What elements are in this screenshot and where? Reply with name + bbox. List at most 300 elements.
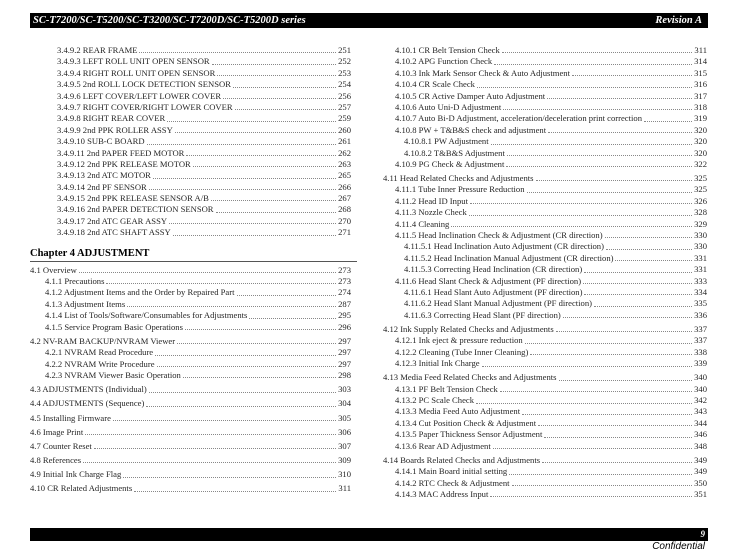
- dot-leader: [127, 306, 336, 307]
- toc-entry-title: 4.10.5 CR Active Damper Auto Adjustment: [395, 90, 546, 101]
- toc-entry[interactable]: [30, 204, 351, 215]
- toc-entry-page: 271: [338, 227, 351, 238]
- dot-leader: [169, 223, 336, 224]
- toc-entry-page: 331: [694, 252, 707, 263]
- dot-leader: [157, 366, 337, 367]
- toc-entry-title: 4.13.3 Media Feed Auto Adjustment: [395, 406, 521, 417]
- toc-entry-page: 311: [338, 483, 351, 494]
- toc-entry-page: 297: [338, 358, 351, 369]
- toc-entry[interactable]: [30, 56, 351, 67]
- toc-entry-title: 4.1.3 Adjustment Items: [45, 298, 126, 309]
- dot-leader: [113, 420, 336, 421]
- toc-entry[interactable]: [383, 407, 707, 418]
- toc-entry-title: 3.4.9.17 2nd ATC GEAR ASSY: [57, 215, 168, 226]
- toc-entry[interactable]: [383, 241, 707, 252]
- dot-leader: [235, 109, 336, 110]
- toc-entry-page: 340: [694, 372, 707, 383]
- toc-entry[interactable]: [30, 483, 351, 494]
- toc-entry-page: 315: [694, 67, 707, 78]
- confidential-label: Confidential: [652, 541, 705, 552]
- toc-entry-page: 330: [694, 241, 707, 252]
- dot-leader: [522, 414, 692, 415]
- toc-entry[interactable]: [383, 159, 707, 170]
- dot-leader: [482, 366, 693, 367]
- toc-entry-page: 349: [694, 454, 707, 465]
- toc-entry-page: 253: [338, 67, 351, 78]
- toc-entry-page: 339: [694, 358, 707, 369]
- toc-entry-title: 3.4.9.9 2nd PPK ROLLER ASSY: [57, 124, 173, 135]
- dot-leader: [173, 235, 336, 236]
- toc-entry-page: 261: [338, 136, 351, 147]
- toc-entry-title: 4.14 Boards Related Checks and Adjustments: [383, 454, 541, 465]
- toc-entry[interactable]: [383, 466, 707, 477]
- dot-leader: [139, 52, 336, 53]
- dot-leader: [547, 98, 692, 99]
- toc-entry-page: 260: [338, 124, 351, 135]
- dot-leader: [500, 391, 692, 392]
- toc-entry-page: 337: [694, 323, 707, 334]
- dot-leader: [85, 434, 336, 435]
- dot-leader: [494, 64, 692, 65]
- toc-entry-page: 322: [694, 158, 707, 169]
- toc-entry-page: 265: [338, 170, 351, 181]
- toc-entry[interactable]: [30, 216, 351, 227]
- page-header: [30, 13, 708, 28]
- toc-entry[interactable]: [30, 398, 351, 409]
- toc-entry-title: 4.10.6 Auto Uni-D Adjustment: [395, 101, 502, 112]
- dot-leader: [183, 377, 336, 378]
- toc-entry-page: 319: [694, 113, 707, 124]
- dot-leader: [542, 462, 692, 463]
- toc-entry-title: 4.11.4 Cleaning: [395, 218, 450, 229]
- toc-entry-page: 266: [338, 181, 351, 192]
- dot-leader: [506, 166, 692, 167]
- toc-entry-page: 252: [338, 56, 351, 67]
- toc-entry-page: 270: [338, 215, 351, 226]
- dot-leader: [149, 189, 336, 190]
- toc-entry[interactable]: [383, 372, 707, 383]
- toc-entry-title: 4.11.5 Head Inclination Check & Adjustment (CR direction): [395, 230, 603, 241]
- toc-entry[interactable]: [30, 384, 351, 395]
- toc-entry-page: 338: [694, 346, 707, 357]
- toc-entry-page: 262: [338, 147, 351, 158]
- dot-leader: [167, 121, 336, 122]
- dot-leader: [493, 448, 692, 449]
- toc-entry-title: 4.1.4 List of Tools/Software/Consumables for Adjustments: [45, 310, 248, 321]
- toc-entry-title: 4.7 Counter Reset: [30, 440, 92, 451]
- dot-leader: [606, 249, 692, 250]
- toc-entry-page: 263: [338, 158, 351, 169]
- dot-leader: [470, 203, 692, 204]
- dot-leader: [584, 272, 692, 273]
- toc-entry-title: 4.13 Media Feed Related Checks and Adjustments: [383, 372, 557, 383]
- toc-entry-page: 334: [694, 286, 707, 297]
- toc-entry[interactable]: [383, 489, 707, 500]
- toc-entry[interactable]: [30, 68, 351, 79]
- toc-entry[interactable]: [383, 335, 707, 346]
- toc-entry-title: 4.5 Installing Firmware: [30, 412, 111, 423]
- toc-entry[interactable]: [30, 469, 351, 480]
- dot-leader: [530, 354, 692, 355]
- dot-leader: [451, 226, 692, 227]
- dot-leader: [83, 462, 336, 463]
- dot-leader: [233, 87, 336, 88]
- dot-leader: [605, 237, 693, 238]
- toc-entry-title: 4.12.1 Ink eject & pressure reduction: [395, 335, 523, 346]
- page-number: 9: [700, 529, 705, 539]
- toc-entry-title: 3.4.9.13 2nd ATC MOTOR: [57, 170, 151, 181]
- page-footer: [30, 528, 708, 541]
- toc-entry-title: 4.1.5 Service Program Basic Operations: [45, 321, 183, 332]
- toc-entry-title: 4.11.3 Nozzle Check: [395, 207, 467, 218]
- toc-entry[interactable]: [383, 91, 707, 102]
- dot-leader: [490, 496, 692, 497]
- toc-entry-title: 3.4.9.5 2nd ROLL LOCK DETECTION SENSOR: [57, 79, 231, 90]
- dot-leader: [572, 75, 692, 76]
- toc-entry-title: 4.11.2 Head ID Input: [395, 195, 468, 206]
- dot-leader: [583, 283, 692, 284]
- dot-leader: [217, 75, 336, 76]
- toc-entry-title: 4.10.3 Ink Mark Sensor Check & Auto Adjustment: [395, 67, 570, 78]
- chapter-heading: Chapter 4 ADJUSTMENT: [30, 247, 357, 262]
- toc-entry[interactable]: [383, 455, 707, 466]
- toc-entry[interactable]: [383, 173, 707, 184]
- toc-entry-page: 268: [338, 204, 351, 215]
- toc-entry-page: 346: [694, 429, 707, 440]
- dot-leader: [147, 144, 336, 145]
- dot-leader: [134, 491, 336, 492]
- toc-entry-title: 3.4.9.14 2nd PF SENSOR: [57, 181, 147, 192]
- toc-entry[interactable]: [383, 219, 707, 230]
- toc-entry-title: 4.3 ADJUSTMENTS (Individual): [30, 384, 147, 395]
- dot-leader: [584, 294, 692, 295]
- toc-entry-title: 4.11 Head Related Checks and Adjustments: [383, 173, 534, 184]
- toc-entry-title: 4.8 References: [30, 455, 82, 466]
- toc-entry-title: 3.4.9.16 2nd PAPER DETECTION SENSOR: [57, 204, 214, 215]
- toc-entry[interactable]: [30, 359, 351, 370]
- toc-entry-page: 307: [338, 440, 351, 451]
- toc-entry-page: 348: [694, 440, 707, 451]
- toc-entries: [383, 45, 707, 500]
- toc-entry-title: 4.1.1 Precautions: [45, 276, 105, 287]
- toc-entry-page: 351: [694, 489, 707, 500]
- dot-leader: [186, 155, 336, 156]
- dot-leader: [548, 132, 692, 133]
- header-revision: Revision A: [655, 15, 702, 26]
- toc-entry[interactable]: [30, 45, 351, 56]
- toc-entry-page: 318: [694, 101, 707, 112]
- toc-entry-page: 328: [694, 207, 707, 218]
- toc-entry[interactable]: [383, 395, 707, 406]
- toc-entry-page: 331: [694, 264, 707, 275]
- dot-leader: [177, 343, 336, 344]
- toc-entry-title: 4.11.5.1 Head Inclination Auto Adjustment (CR direction): [404, 241, 604, 252]
- toc-entry-page: 274: [338, 287, 351, 298]
- dot-leader: [563, 317, 692, 318]
- dot-leader: [476, 403, 692, 404]
- dot-leader: [193, 166, 336, 167]
- toc-entry[interactable]: [383, 253, 707, 264]
- dot-leader: [594, 306, 692, 307]
- toc-entry-title: 3.4.9.15 2nd PPK RELEASE SENSOR A/B: [57, 193, 209, 204]
- toc-entry-title: 3.4.9.18 2nd ATC SHAFT ASSY: [57, 227, 171, 238]
- toc-entry-title: 3.4.9.8 RIGHT REAR COVER: [57, 113, 166, 124]
- toc-entry-page: 317: [694, 90, 707, 101]
- toc-entry-page: 333: [694, 275, 707, 286]
- toc-entry[interactable]: [383, 68, 707, 79]
- toc-entry[interactable]: [383, 102, 707, 113]
- toc-entry-page: 330: [694, 230, 707, 241]
- toc-entry-page: 343: [694, 406, 707, 417]
- toc-entry-title: 4.2 NV-RAM BACKUP/NVRAM Viewer: [30, 335, 176, 346]
- toc-entry-page: 287: [338, 298, 351, 309]
- dot-leader: [507, 155, 692, 156]
- toc-entry-title: 4.1.2 Adjustment Items and the Order by Repaired Part: [45, 287, 235, 298]
- header-title: SC-T7200/SC-T5200/SC-T3200/SC-T7200D/SC-T5200D series: [33, 15, 306, 26]
- toc-entry-title: 4.4 ADJUSTMENTS (Sequence): [30, 398, 145, 409]
- dot-leader: [223, 98, 336, 99]
- toc-entry[interactable]: [30, 102, 351, 113]
- dot-leader: [527, 192, 693, 193]
- toc-entry-title: 4.1 Overview: [30, 264, 77, 275]
- toc-entry-title: 4.11.1 Tube Inner Pressure Reduction: [395, 184, 525, 195]
- toc-entry-page: 320: [694, 147, 707, 158]
- toc-entry-title: 4.14.1 Main Board initial setting: [395, 466, 508, 477]
- toc-entry[interactable]: [30, 370, 351, 381]
- toc-entry[interactable]: [383, 478, 707, 489]
- dot-leader: [559, 380, 693, 381]
- toc-entry-page: 326: [694, 195, 707, 206]
- dot-leader: [538, 425, 692, 426]
- toc-entry[interactable]: [30, 136, 351, 147]
- toc-entry[interactable]: [383, 276, 707, 287]
- toc-entry-page: 325: [694, 184, 707, 195]
- toc-entry-title: 4.11.6.3 Correcting Head Slant (PF direction): [404, 309, 561, 320]
- toc-entry[interactable]: [30, 182, 351, 193]
- toc-entry-page: 325: [694, 173, 707, 184]
- toc-entry[interactable]: [383, 429, 707, 440]
- toc-entry-title: 4.11.6.2 Head Slant Manual Adjustment (PF direction): [404, 298, 593, 309]
- toc-entry-page: 273: [338, 264, 351, 275]
- toc-entry-title: 3.4.9.6 LEFT COVER/LEFT LOWER COVER: [57, 90, 222, 101]
- toc-entry-title: 4.13.4 Cut Position Check & Adjustment: [395, 417, 537, 428]
- toc-entry-title: 4.10.4 CR Scale Check: [395, 79, 475, 90]
- toc-entry[interactable]: [383, 287, 707, 298]
- toc-entry-page: 256: [338, 90, 351, 101]
- toc-entry-page: 297: [338, 335, 351, 346]
- toc-entry[interactable]: [383, 384, 707, 395]
- toc-entry[interactable]: [383, 441, 707, 452]
- toc-left-column: [30, 45, 351, 495]
- toc-entry[interactable]: [383, 79, 707, 90]
- toc-entry-title: 4.10 CR Related Adjustments: [30, 483, 133, 494]
- toc-entry-title: 4.10.8.1 PW Adjustment: [404, 136, 489, 147]
- toc-entry[interactable]: [383, 56, 707, 67]
- toc-entry-page: 303: [338, 384, 351, 395]
- toc-entry[interactable]: [30, 265, 351, 276]
- toc-entry-title: 4.10.8 PW + T&B&S check and adjustment: [395, 124, 547, 135]
- dot-leader: [469, 215, 692, 216]
- toc-entry[interactable]: [383, 184, 707, 195]
- dot-leader: [211, 200, 336, 201]
- toc-entry[interactable]: [383, 298, 707, 309]
- toc-entry-title: 4.10.8.2 T&B&S Adjustment: [404, 147, 505, 158]
- dot-leader: [477, 87, 692, 88]
- toc-entry[interactable]: [30, 113, 351, 124]
- toc-entry-page: 304: [338, 398, 351, 409]
- toc-entry-page: 257: [338, 101, 351, 112]
- toc-entry[interactable]: [30, 287, 351, 298]
- dot-leader: [175, 132, 336, 133]
- dot-leader: [212, 64, 336, 65]
- dot-leader: [512, 485, 693, 486]
- toc-entry-title: 4.10.2 APG Function Check: [395, 56, 493, 67]
- toc-entry-page: 306: [338, 426, 351, 437]
- toc-entry-title: 4.14.3 MAC Address Input: [395, 489, 489, 500]
- toc-entry-page: 295: [338, 310, 351, 321]
- toc-entry-title: 4.11.6.1 Head Slant Auto Adjustment (PF direction): [404, 286, 583, 297]
- toc-entry-page: 350: [694, 477, 707, 488]
- dot-leader: [146, 406, 336, 407]
- toc-entry[interactable]: [383, 45, 707, 56]
- toc-right-column: [383, 45, 707, 500]
- toc-entry-page: 311: [694, 44, 707, 55]
- toc-entry[interactable]: [383, 125, 707, 136]
- toc-entry[interactable]: [383, 113, 707, 124]
- toc-entry[interactable]: [30, 310, 351, 321]
- dot-leader: [536, 180, 693, 181]
- toc-entry-page: 329: [694, 218, 707, 229]
- toc-entry[interactable]: [30, 347, 351, 358]
- toc-entry[interactable]: [383, 358, 707, 369]
- toc-entry[interactable]: [30, 299, 351, 310]
- toc-entry-title: 4.13.6 Rear AD Adjustment: [395, 440, 491, 451]
- dot-leader: [153, 178, 336, 179]
- toc-entry-page: 297: [338, 347, 351, 358]
- dot-leader: [502, 52, 693, 53]
- toc-entry-page: 340: [694, 383, 707, 394]
- toc-entry[interactable]: [383, 324, 707, 335]
- toc-entry[interactable]: [30, 441, 351, 452]
- toc-entry-page: 335: [694, 298, 707, 309]
- toc-entry-title: 3.4.9.10 SUB-C BOARD: [57, 136, 145, 147]
- dot-leader: [544, 437, 692, 438]
- dot-leader: [155, 355, 336, 356]
- toc-entry[interactable]: [383, 148, 707, 159]
- toc-entry-title: 4.10.9 PG Check & Adjustment: [395, 158, 505, 169]
- dot-leader: [249, 318, 336, 319]
- dot-leader: [615, 260, 692, 261]
- dot-leader: [185, 329, 336, 330]
- toc-entry-title: 3.4.9.7 RIGHT COVER/RIGHT LOWER COVER: [57, 101, 233, 112]
- dot-leader: [106, 283, 336, 284]
- toc-entry[interactable]: [30, 227, 351, 238]
- toc-entry-title: 4.2.1 NVRAM Read Procedure: [45, 347, 154, 358]
- toc-entry-title: 4.13.2 PC Scale Check: [395, 395, 475, 406]
- toc-entry-title: 3.4.9.11 2nd PAPER FEED MOTOR: [57, 147, 185, 158]
- dot-leader: [491, 144, 693, 145]
- toc-entry[interactable]: [383, 136, 707, 147]
- dot-leader: [123, 477, 336, 478]
- dot-leader: [149, 392, 336, 393]
- toc-entry-title: 4.2.2 NVRAM Write Procedure: [45, 358, 155, 369]
- toc-entry[interactable]: [30, 413, 351, 424]
- toc-entry[interactable]: [383, 310, 707, 321]
- toc-entry-page: 320: [694, 124, 707, 135]
- toc-pre-entries: [30, 45, 351, 239]
- toc-entry-page: 251: [338, 44, 351, 55]
- toc-entry[interactable]: [30, 336, 351, 347]
- toc-entry-page: 349: [694, 466, 707, 477]
- toc-entry[interactable]: [30, 148, 351, 159]
- toc-entry-title: 4.6 Image Print: [30, 426, 84, 437]
- toc-entry-page: 316: [694, 79, 707, 90]
- toc-entry[interactable]: [383, 207, 707, 218]
- toc-entry-title: 4.2.3 NVRAM Viewer Basic Operation: [45, 369, 181, 380]
- toc-entry[interactable]: [30, 125, 351, 136]
- toc-entry-title: 4.12.2 Cleaning (Tube Inner Cleaning): [395, 346, 529, 357]
- toc-entry[interactable]: [383, 264, 707, 275]
- toc-entry[interactable]: [30, 193, 351, 204]
- toc-entry[interactable]: [383, 196, 707, 207]
- toc-entry[interactable]: [30, 79, 351, 90]
- toc-entry-title: 3.4.9.4 RIGHT ROLL UNIT OPEN SENSOR: [57, 67, 216, 78]
- toc-entry-title: 4.9 Initial Ink Charge Flag: [30, 469, 122, 480]
- dot-leader: [79, 272, 336, 273]
- toc-entry[interactable]: [30, 427, 351, 438]
- toc-entry-title: 3.4.9.3 LEFT ROLL UNIT OPEN SENSOR: [57, 56, 210, 67]
- dot-leader: [94, 448, 336, 449]
- toc-chapter-entries: [30, 265, 351, 495]
- toc-entry[interactable]: [30, 455, 351, 466]
- toc-entry-page: 305: [338, 412, 351, 423]
- toc-entry-title: 4.14.2 RTC Check & Adjustment: [395, 477, 510, 488]
- dot-leader: [503, 109, 692, 110]
- toc-entry[interactable]: [383, 230, 707, 241]
- toc-entry-title: 4.10.1 CR Belt Tension Check: [395, 44, 500, 55]
- toc-entry-page: 267: [338, 193, 351, 204]
- toc-entry[interactable]: [30, 159, 351, 170]
- toc-entry-title: 4.12 Ink Supply Related Checks and Adjustments: [383, 323, 554, 334]
- toc-entry-title: 4.13.1 PF Belt Tension Check: [395, 383, 498, 394]
- dot-leader: [216, 212, 337, 213]
- dot-leader: [509, 474, 692, 475]
- toc-entry[interactable]: [30, 91, 351, 102]
- toc-entry-page: 273: [338, 276, 351, 287]
- toc-entry-title: 4.10.7 Auto Bi-D Adjustment, acceleration/deceleration print correction: [395, 113, 642, 124]
- toc-entry-page: 336: [694, 309, 707, 320]
- toc-entry-page: 296: [338, 321, 351, 332]
- toc-entry-title: 4.13.5 Paper Thickness Sensor Adjustment: [395, 429, 543, 440]
- toc-entry-title: 3.4.9.2 REAR FRAME: [57, 44, 138, 55]
- dot-leader: [556, 331, 692, 332]
- dot-leader: [644, 121, 692, 122]
- toc-entry[interactable]: [30, 322, 351, 333]
- toc-entry-page: 320: [694, 136, 707, 147]
- toc-entry-page: 342: [694, 395, 707, 406]
- toc-entry-page: 337: [694, 335, 707, 346]
- toc-entry[interactable]: [383, 347, 707, 358]
- dot-leader: [237, 295, 337, 296]
- toc-entry-title: 3.4.9.12 2nd PPK RELEASE MOTOR: [57, 158, 191, 169]
- toc-entry[interactable]: [30, 276, 351, 287]
- toc-entry-page: 309: [338, 455, 351, 466]
- toc-entry-title: 4.11.5.3 Correcting Head Inclination (CR direction): [404, 264, 583, 275]
- toc-entry-page: 314: [694, 56, 707, 67]
- toc-entry[interactable]: [30, 170, 351, 181]
- toc-entry-title: 4.12.3 Initial Ink Charge: [395, 358, 480, 369]
- toc-entry[interactable]: [383, 418, 707, 429]
